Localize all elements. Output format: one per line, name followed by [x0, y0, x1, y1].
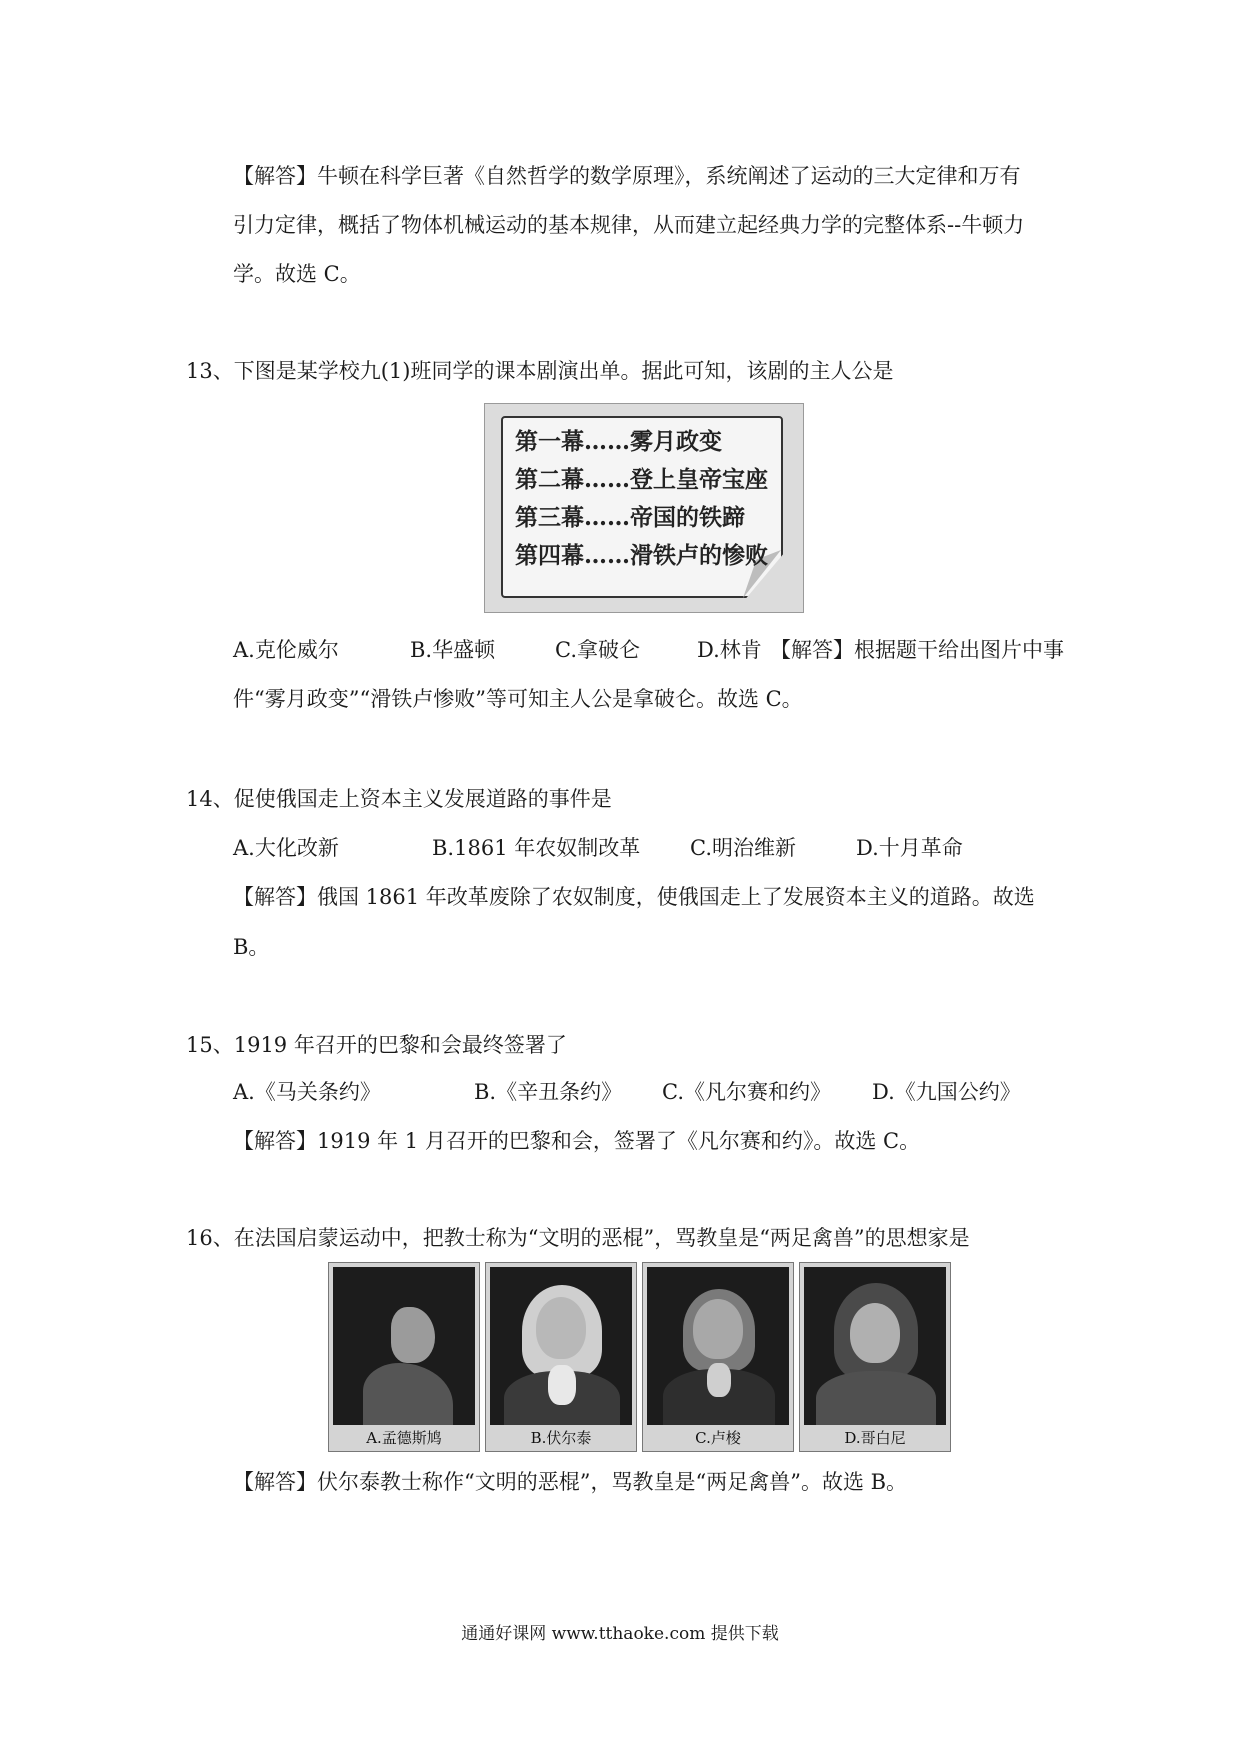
portrait-a — [328, 1262, 480, 1452]
portrait-b-photo — [490, 1267, 632, 1425]
note-act-4: 第四幕……滑铁卢的惨败 — [515, 542, 768, 569]
q15-option-a: A.《马关条约》 — [233, 1080, 381, 1104]
portrait-b — [485, 1262, 637, 1452]
portrait-d-caption: D.哥白尼 — [844, 1429, 906, 1447]
q13-answer-line-2: 件“雾月政变”“滑铁卢惨败”等可知主人公是拿破仑。故选 C。 — [233, 687, 803, 711]
note-act-3: 第三幕……帝国的铁蹄 — [515, 504, 745, 531]
q14-stem: 14、促使俄国走上资本主义发展道路的事件是 — [186, 787, 612, 811]
page-footer: 通通好课网 www.tthaoke.com 提供下载 — [461, 1624, 779, 1644]
q16-portraits-image — [328, 1262, 949, 1450]
q12-answer-line-1: 【解答】牛顿在科学巨著《自然哲学的数学原理》，系统阐述了运动的三大定律和万有 — [233, 164, 1021, 188]
q13-program-note-image — [484, 403, 804, 613]
q12-answer-line-2: 引力定律，概括了物体机械运动的基本规律，从而建立起经典力学的完整体系--牛顿力 — [233, 213, 1025, 237]
q16-stem: 16、在法国启蒙运动中，把教士称为“文明的恶棍”，骂教皇是“两足禽兽”的思想家是 — [186, 1226, 970, 1250]
q15-option-c: C.《凡尔赛和约》 — [662, 1080, 831, 1104]
q13-answer-inline: 【解答】根据题干给出图片中事 — [770, 638, 1064, 662]
q13-option-c: C.拿破仑 — [555, 638, 640, 662]
q15-stem: 15、1919 年召开的巴黎和会最终签署了 — [186, 1033, 567, 1057]
portrait-d — [799, 1262, 951, 1452]
q13-option-a: A.克伦威尔 — [233, 638, 339, 662]
q16-answer: 【解答】伏尔泰教士称作“文明的恶棍”，骂教皇是“两足禽兽”。故选 B。 — [233, 1470, 908, 1494]
q12-answer-line-3: 学。故选 C。 — [233, 262, 361, 286]
portrait-a-caption: A.孟德斯鸠 — [366, 1429, 442, 1447]
portrait-a-photo — [333, 1267, 475, 1425]
portrait-d-photo — [804, 1267, 946, 1425]
note-act-1: 第一幕……雾月政变 — [515, 428, 722, 455]
q15-option-b: B.《辛丑条约》 — [474, 1080, 623, 1104]
q14-answer-line-2: B。 — [233, 935, 270, 959]
q15-option-d: D.《九国公约》 — [872, 1080, 1021, 1104]
q15-answer: 【解答】1919 年 1 月召开的巴黎和会，签署了《凡尔赛和约》。故选 C。 — [233, 1129, 921, 1153]
q13-option-b: B.华盛顿 — [410, 638, 496, 662]
portrait-c — [642, 1262, 794, 1452]
q14-option-a: A.大化改新 — [233, 836, 339, 860]
note-act-2: 第二幕……登上皇帝宝座 — [515, 466, 768, 493]
portrait-b-caption: B.伏尔泰 — [530, 1429, 592, 1447]
portrait-c-photo — [647, 1267, 789, 1425]
q14-answer-line-1: 【解答】俄国 1861 年改革废除了农奴制度，使俄国走上了发展资本主义的道路。故选 — [233, 885, 1035, 909]
q13-option-d: D.林肯 — [697, 638, 762, 662]
q13-stem: 13、下图是某学校九(1)班同学的课本剧演出单。据此可知，该剧的主人公是 — [186, 359, 894, 383]
q14-option-c: C.明治维新 — [690, 836, 796, 860]
q14-option-b: B.1861 年农奴制改革 — [432, 836, 641, 860]
q14-option-d: D.十月革命 — [856, 836, 963, 860]
portrait-c-caption: C.卢梭 — [695, 1429, 741, 1447]
